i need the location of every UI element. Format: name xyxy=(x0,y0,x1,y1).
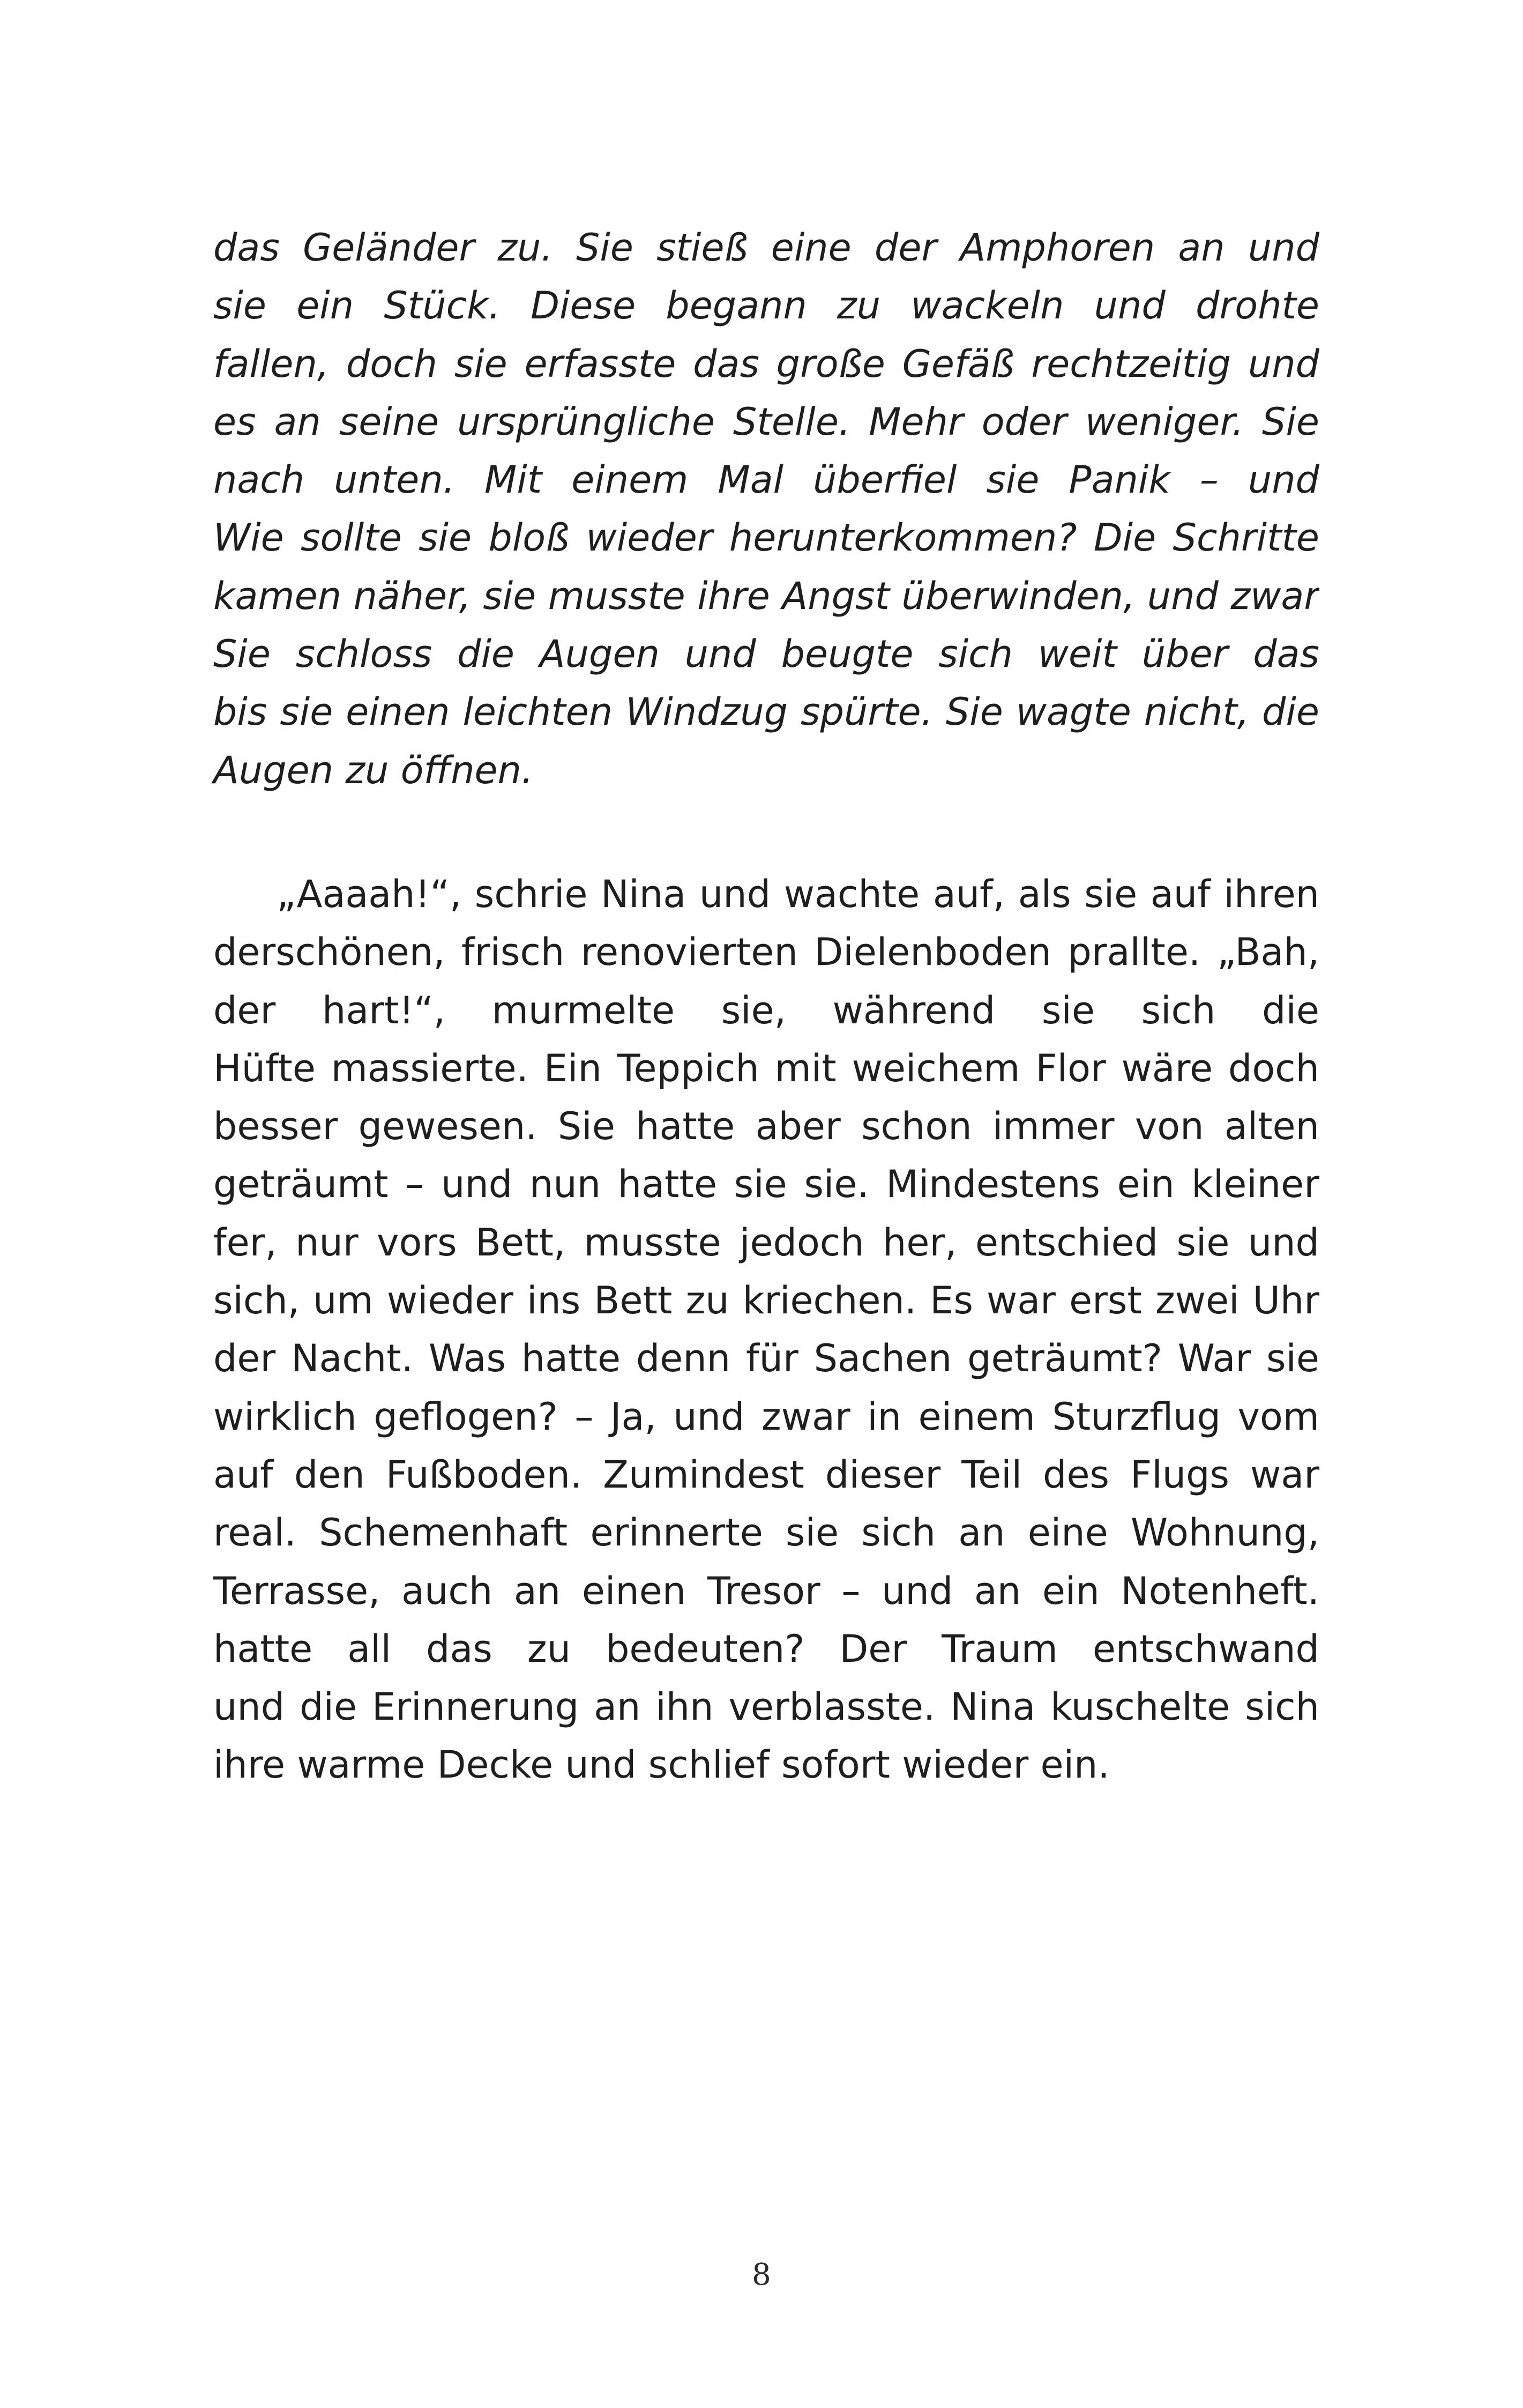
text-line: Augen zu öffnen. xyxy=(213,748,534,792)
text-line: Wie sollte sie bloß wieder herunterkommen? Die Schritte xyxy=(213,516,1319,560)
text-line: es an seine ursprüngliche Stelle. Mehr oder weniger. Sie xyxy=(213,399,1319,444)
text-line: Terrasse, auch an einen Tresor – und an ein Notenheft. xyxy=(213,1569,1319,1613)
text-line: ihre warme Decke und schlief sofort wieder ein. xyxy=(213,1743,1110,1787)
text-line: geträumt – und nun hatte sie sie. Mindestens ein kleiner xyxy=(213,1162,1319,1207)
paragraph-spacer xyxy=(213,799,1319,865)
text-line: der hart!“, murmelte sie, während sie sich die xyxy=(213,988,1319,1032)
text-line: sie ein Stück. Diese begann zu wackeln und drohte xyxy=(213,284,1319,328)
text-line: das Geländer zu. Sie stieß eine der Amphoren an und xyxy=(213,226,1319,270)
text-line: auf den Fußboden. Zumindest dieser Teil des Flugs war xyxy=(213,1452,1319,1497)
paragraph-waking xyxy=(213,865,1319,1794)
text-line: real. Schemenhaft erinnerte sie sich an eine Wohnung, xyxy=(213,1511,1319,1555)
paragraph-dream xyxy=(213,219,1319,799)
text-line: nach unten. Mit einem Mal überfiel sie Panik – und xyxy=(213,458,1319,502)
text-line: Sie schloss die Augen und beugte sich weit über das xyxy=(213,632,1319,677)
text-line: derschönen, frisch renovierten Dielenboden prallte. „Bah, xyxy=(213,930,1319,975)
text-line: der Nacht. Was hatte denn für Sachen geträumt? War sie xyxy=(213,1336,1319,1381)
text-line: wirklich geflogen? – Ja, und zwar in einem Sturzflug vom xyxy=(213,1394,1319,1439)
text-line: sich, um wieder ins Bett zu kriechen. Es war erst zwei Uhr xyxy=(213,1279,1319,1323)
text-line: „Aaaah!“, schrie Nina und wachte auf, als sie auf ihren xyxy=(277,872,1319,916)
text-line: kamen näher, sie musste ihre Angst überwinden, und zwar xyxy=(213,574,1319,618)
text-line: und die Erinnerung an ihn verblasste. Nina kuschelte sich xyxy=(213,1685,1319,1729)
page-number: 8 xyxy=(752,2257,771,2292)
text-line: besser gewesen. Sie hatte aber schon immer von alten xyxy=(213,1104,1319,1149)
body-text xyxy=(213,219,1319,1794)
text-line: hatte all das zu bedeuten? Der Traum entschwand xyxy=(213,1626,1319,1671)
text-line: fer, nur vors Bett, musste jedoch her, entschied sie und xyxy=(213,1220,1319,1265)
text-line: fallen, doch sie erfasste das große Gefäß rechtzeitig und xyxy=(213,341,1319,386)
text-line: bis sie einen leichten Windzug spürte. Sie wagte nicht, die xyxy=(213,690,1319,734)
text-line: Hüfte massierte. Ein Teppich mit weichem Flor wäre doch xyxy=(213,1046,1319,1090)
